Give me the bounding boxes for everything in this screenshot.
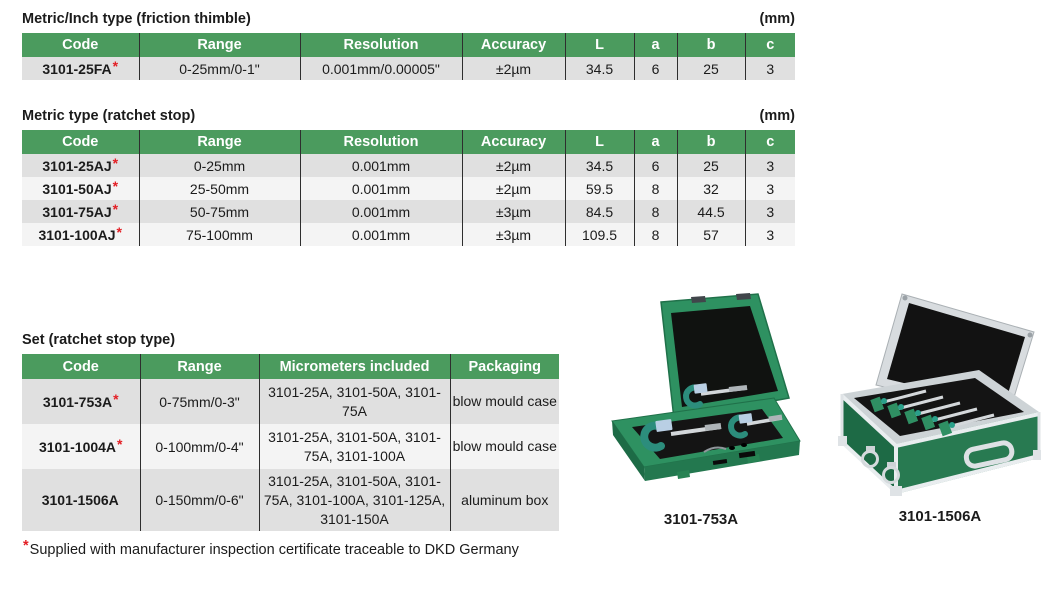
cell-resolution: 0.001mm bbox=[300, 177, 462, 200]
col-header-micrometers-included: Micrometers included bbox=[259, 354, 450, 379]
col-header-range: Range bbox=[140, 354, 259, 379]
cell-range: 0-75mm/0-3" bbox=[140, 379, 259, 424]
cell-b: 44.5 bbox=[677, 200, 745, 223]
cell-resolution: 0.001mm/0.00005" bbox=[300, 57, 462, 80]
section-title-row bbox=[22, 10, 795, 28]
set-table bbox=[22, 354, 559, 531]
cell-L: 109.5 bbox=[565, 223, 634, 246]
footnote-text: Supplied with manufacturer inspection certificate traceable to DKD Germany bbox=[29, 542, 519, 558]
col-header-a: a bbox=[634, 130, 677, 154]
table-row bbox=[22, 379, 559, 424]
cell-packaging: blow mould case bbox=[450, 424, 559, 469]
cell-micrometers-included: 3101-25A, 3101-50A, 3101-75A bbox=[259, 379, 450, 424]
cell-accuracy: ±3µm bbox=[462, 200, 565, 223]
table-header-row bbox=[22, 33, 795, 57]
product-caption: 3101-753A bbox=[663, 511, 739, 528]
cell-c: 3 bbox=[745, 200, 795, 223]
section-title: Set (ratchet stop type) bbox=[22, 332, 176, 348]
unit-label: (mm) bbox=[759, 11, 795, 27]
col-header-range: Range bbox=[139, 130, 300, 154]
col-header-resolution: Resolution bbox=[300, 130, 462, 154]
cell-code: 3101-753A* bbox=[22, 379, 140, 424]
cell-L: 84.5 bbox=[565, 200, 634, 223]
cell-range: 0-100mm/0-4" bbox=[140, 424, 259, 469]
table-row bbox=[22, 469, 559, 531]
col-header-a: a bbox=[634, 33, 677, 57]
cell-resolution: 0.001mm bbox=[300, 154, 462, 177]
certification-asterisk: * bbox=[113, 390, 119, 407]
cell-code: 3101-1506A bbox=[22, 469, 140, 531]
cell-micrometers-included: 3101-25A, 3101-50A, 3101-75A, 3101-100A, 3101-125A, 3101-150A bbox=[259, 469, 450, 531]
friction-thimble-table bbox=[22, 33, 795, 80]
cell-accuracy: ±3µm bbox=[462, 223, 565, 246]
cell-a: 8 bbox=[634, 223, 677, 246]
col-header-range: Range bbox=[139, 33, 300, 57]
cell-range: 0-150mm/0-6" bbox=[140, 469, 259, 531]
col-header-L: L bbox=[565, 33, 634, 57]
table-row bbox=[22, 200, 795, 223]
cell-b: 25 bbox=[677, 57, 745, 80]
col-header-accuracy: Accuracy bbox=[462, 130, 565, 154]
col-header-code: Code bbox=[22, 33, 139, 57]
cell-resolution: 0.001mm bbox=[300, 200, 462, 223]
section-title-row bbox=[22, 107, 795, 125]
table-header-row bbox=[22, 130, 795, 154]
col-header-L: L bbox=[565, 130, 634, 154]
cell-c: 3 bbox=[745, 177, 795, 200]
product-photo-blow-mould-case bbox=[601, 288, 801, 510]
cell-resolution: 0.001mm bbox=[300, 223, 462, 246]
cell-range: 75-100mm bbox=[139, 223, 300, 246]
certification-asterisk: * bbox=[117, 435, 123, 452]
cell-code: 3101-25AJ* bbox=[22, 154, 139, 177]
product-photo-aluminum-box bbox=[830, 288, 1050, 503]
cell-range: 0-25mm bbox=[139, 154, 300, 177]
certification-asterisk: * bbox=[112, 154, 119, 171]
table-header-row bbox=[22, 354, 559, 379]
cell-c: 3 bbox=[745, 223, 795, 246]
col-header-c: c bbox=[745, 130, 795, 154]
cell-accuracy: ±2µm bbox=[462, 177, 565, 200]
cell-code: 3101-100AJ* bbox=[22, 223, 139, 246]
table-row bbox=[22, 177, 795, 200]
col-header-b: b bbox=[677, 33, 745, 57]
cell-b: 32 bbox=[677, 177, 745, 200]
cell-a: 6 bbox=[634, 57, 677, 80]
cell-code: 3101-25FA* bbox=[22, 57, 139, 80]
table-row bbox=[22, 154, 795, 177]
col-header-packaging: Packaging bbox=[450, 354, 559, 379]
cell-code: 3101-75AJ* bbox=[22, 200, 139, 223]
cell-micrometers-included: 3101-25A, 3101-50A, 3101-75A, 3101-100A bbox=[259, 424, 450, 469]
cell-L: 59.5 bbox=[565, 177, 634, 200]
cell-code: 3101-1004A* bbox=[22, 424, 140, 469]
cell-L: 34.5 bbox=[565, 154, 634, 177]
col-header-code: Code bbox=[22, 130, 139, 154]
section-title: Metric type (ratchet stop) bbox=[22, 108, 196, 124]
cell-a: 8 bbox=[634, 200, 677, 223]
cell-accuracy: ±2µm bbox=[462, 57, 565, 80]
certification-asterisk: * bbox=[112, 177, 119, 194]
cell-code: 3101-50AJ* bbox=[22, 177, 139, 200]
unit-label: (mm) bbox=[759, 108, 795, 124]
cell-accuracy: ±2µm bbox=[462, 154, 565, 177]
product-caption: 3101-1506A bbox=[898, 508, 982, 525]
cell-packaging: aluminum box bbox=[450, 469, 559, 531]
table-row bbox=[22, 424, 559, 469]
footnote bbox=[22, 538, 519, 558]
ratchet-stop-table bbox=[22, 130, 795, 246]
certification-asterisk: * bbox=[23, 538, 29, 554]
cell-a: 6 bbox=[634, 154, 677, 177]
table-row bbox=[22, 223, 795, 246]
table-row bbox=[22, 57, 795, 80]
cell-range: 0-25mm/0-1" bbox=[139, 57, 300, 80]
certification-asterisk: * bbox=[112, 57, 119, 74]
cell-a: 8 bbox=[634, 177, 677, 200]
col-header-code: Code bbox=[22, 354, 140, 379]
col-header-accuracy: Accuracy bbox=[462, 33, 565, 57]
case-base bbox=[612, 398, 800, 481]
cell-range: 25-50mm bbox=[139, 177, 300, 200]
certification-asterisk: * bbox=[112, 200, 119, 217]
cell-b: 25 bbox=[677, 154, 745, 177]
cell-L: 34.5 bbox=[565, 57, 634, 80]
cell-b: 57 bbox=[677, 223, 745, 246]
cell-packaging: blow mould case bbox=[450, 379, 559, 424]
col-header-c: c bbox=[745, 33, 795, 57]
certification-asterisk: * bbox=[116, 223, 122, 240]
cell-range: 50-75mm bbox=[139, 200, 300, 223]
cell-c: 3 bbox=[745, 57, 795, 80]
col-header-resolution: Resolution bbox=[300, 33, 462, 57]
section-title: Metric/Inch type (friction thimble) bbox=[22, 11, 251, 27]
cell-c: 3 bbox=[745, 154, 795, 177]
col-header-b: b bbox=[677, 130, 745, 154]
section-title-row bbox=[22, 331, 559, 349]
